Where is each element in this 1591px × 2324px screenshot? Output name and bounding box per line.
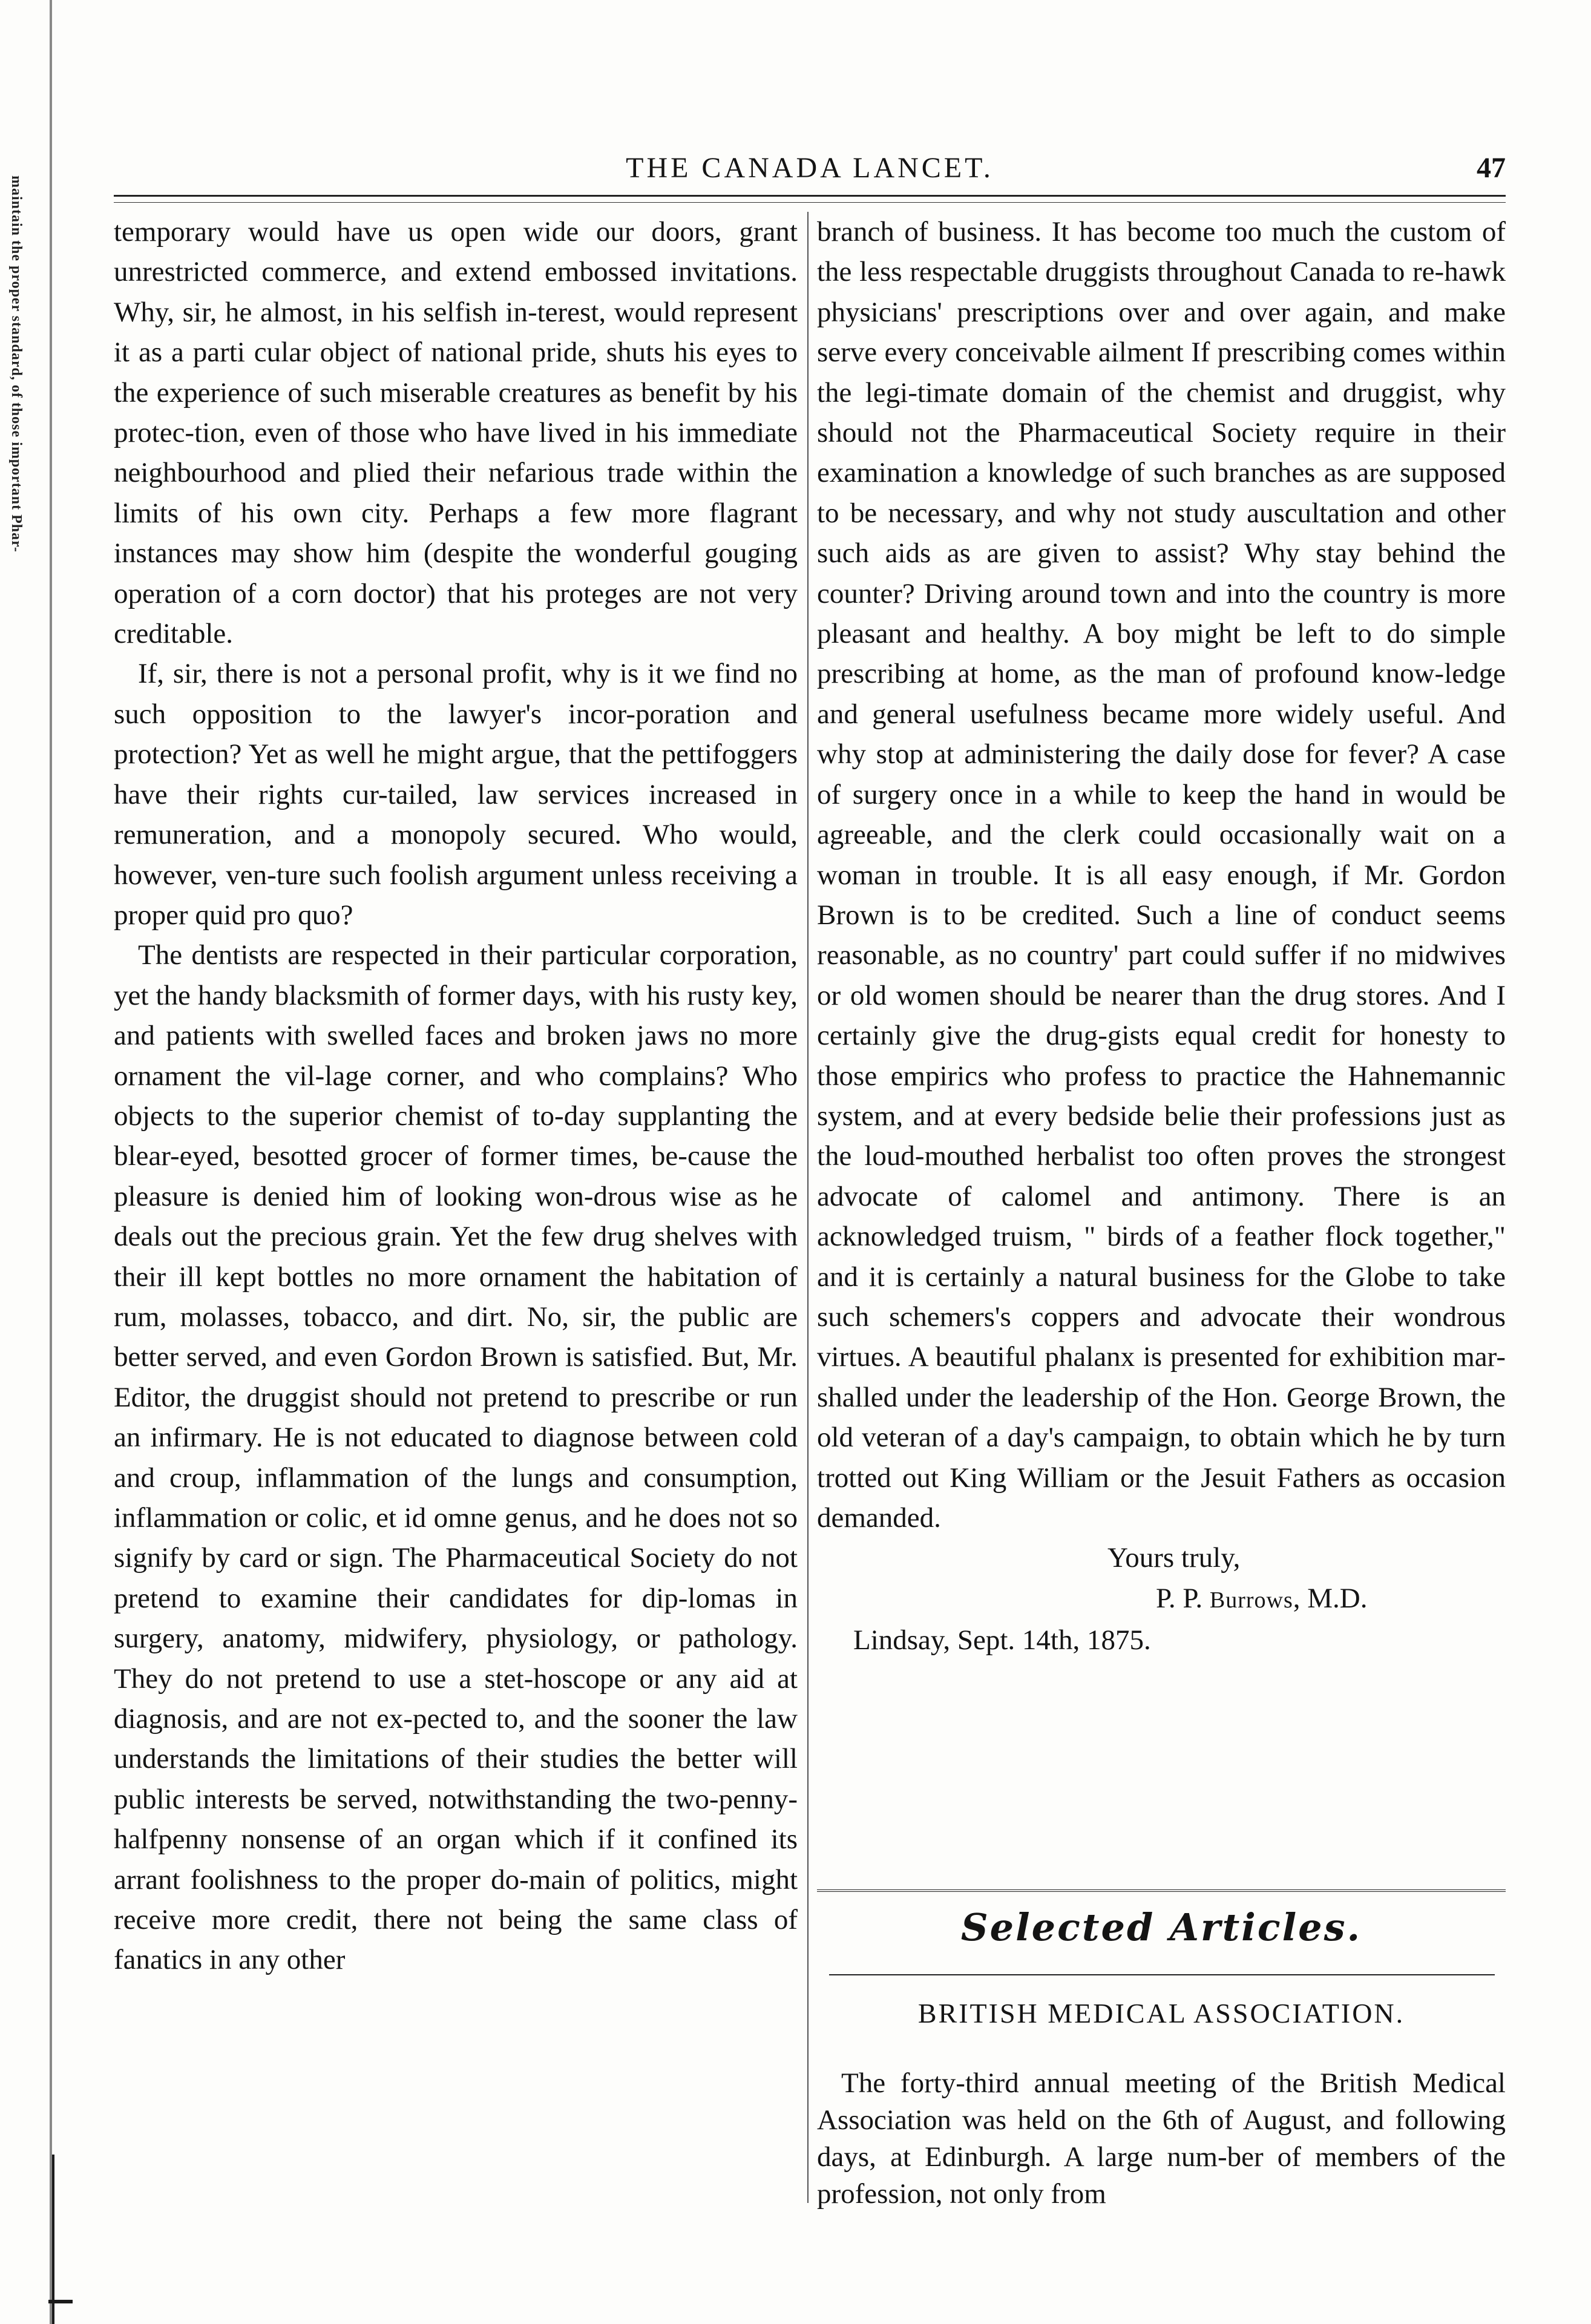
article-paragraph-1: The forty-third annual meeting of the British Medical Association was held on the 6th of August, and following days, at Edinburgh. A large num-ber of members of the profession, not only from [817,2067,1506,2210]
header-rule-thin [114,202,1506,203]
left-paragraph-2: If, sir, there is not a personal profit, why is it we find no such opposition to the lawyer's incor-poration and protection? Yet as well he might argue, that the pettifoggers have their rights cur-tailed, law services increased in remuneration, and a monopoly secured. Who would, however, ven-ture such foolish argument unless receiving a proper quid pro quo? [114,658,798,931]
binding-marks [52,2155,88,2324]
right-paragraph-1: branch of business. It has become too much the custom of the less respectable druggists throughout Canada to re-hawk physicians' prescriptions over and over again, and make serve every conceivable ailment If prescribing comes within the legi-timate domain of the chemist and druggist, why should not the Pharmaceutical Society require in their examination a knowledge of such branches as are supposed to be necessary, and why not study auscultation and other such aids as are given to assist? Why stay behind the counter? Driving around town and into the country is more pleasant and healthy. A boy might be left to do simple prescribing at home, as the man of profound know-ledge and general usefulness became more widely useful. And why stop at administering the daily dose for fever? A case of surgery once in a while to keep the hand in would be agreeable, and the clerk could occasionally wait on a woman in trouble. It is all easy enough, if Mr. Gordon Brown is to be credited. Such a line of conduct seems reasonable, as no country' part could suffer if no midwives or old women should be nearer than the drug stores. And I certainly give the drug-gists equal credit for honesty to those empirics who profess to practice the Hahnemannic system, and at every bedside belie their professions just as the loud-mouthed herbalist too often proves the strongest advocate of calomel and antimony. There is an acknowledged truism, " birds of a feather flock together," and it is certainly a natural business for the Globe to take such schemers's coppers and advocate their wondrous virtues. A beautiful phalanx is presented for exhibition mar-shalled under the leadership of the Hon. George Brown, the old veteran of a day's campaign, to obtain which he by turn trotted out King William or the Jesuit Fathers as occasion demanded. [817,216,1506,1534]
left-paragraph-3: The dentists are respected in their particular corporation, yet the handy blacksmith of former days, with his rusty key, and patients with swelled faces and broken jaws no more ornament the vil-lage corner, and who complains? Who objects to the superior chemist of to-day supplanting the blear-eyed, besotted grocer of former times, be-cause the pleasure is denied him of looking won-drous wise as he deals out the precious grain. Yet the few drug shelves with their ill kept bottles no more ornament the habitation of rum, molasses, tobacco, and dirt. No, sir, the public are better served, and even Gordon Brown is satisfied. But, Mr. Editor, the druggist should not pretend to prescribe or run an infirmary. He is not educated to diagnose between cold and croup, inflammation of the lungs and consumption, inflammation or colic, et id omne genus, and he does not so signify by card or sign. The Pharmaceutical Society do not pretend to examine their candidates for dip-lomas in surgery, anatomy, midwifery, physiology, or pathology. They do not pretend to use a stet-hoscope or any aid at diagnosis, and are not ex-pected to, and the sooner the law understands the limitations of their studies the better will public interests be served, notwithstanding the two-penny-halfpenny nonsense of an organ which if it confined its arrant foolishness to the proper do-main of politics, might receive more credit, there not being the same class of fanatics in any other [114,939,798,1976]
page-number: 47 [1477,152,1506,184]
letter-signature [817,1578,1506,1620]
left-column [114,212,798,1980]
binding-edge-rule [50,0,52,2324]
running-head [114,151,1506,188]
signature-surname: Burrows [1209,1587,1293,1613]
article-title: BRITISH MEDICAL ASSOCIATION. [917,1998,1405,2029]
section-rule [817,1889,1506,1892]
letter-closing: Yours truly, [1107,1542,1241,1574]
signature-suffix: , M.D. [1293,1582,1368,1614]
right-column [817,212,1506,1661]
margin-note: maintain the proper standard, of those important Phar- [8,176,24,553]
signature-initials: P. P. [1156,1582,1203,1614]
left-paragraph-1: temporary would have us open wide our doors, grant unrestricted commerce, and extend embossed invitations. Why, sir, he almost, in his selfish in-terest, would represent it as a parti cular object of national pride, shuts his eyes to the experience of such miserable creatures as benefit by his protec-tion, even of those who have lived in his immediate neighbourhood and plied their nefarious trade within the limits of his own city. Perhaps a few more flagrant instances may show him (despite the wonderful gouging operation of a corn doctor) that his proteges are not very creditable. [114,216,798,650]
journal-title: THE CANADA LANCET. [626,152,994,184]
section-heading: Selected Articles. [960,1905,1362,1949]
section-underline [829,1974,1495,1975]
column-divider [807,212,809,2203]
letter-dateline: Lindsay, Sept. 14th, 1875. [853,1624,1151,1656]
header-rule [114,195,1506,197]
article-body [817,2065,1506,2213]
